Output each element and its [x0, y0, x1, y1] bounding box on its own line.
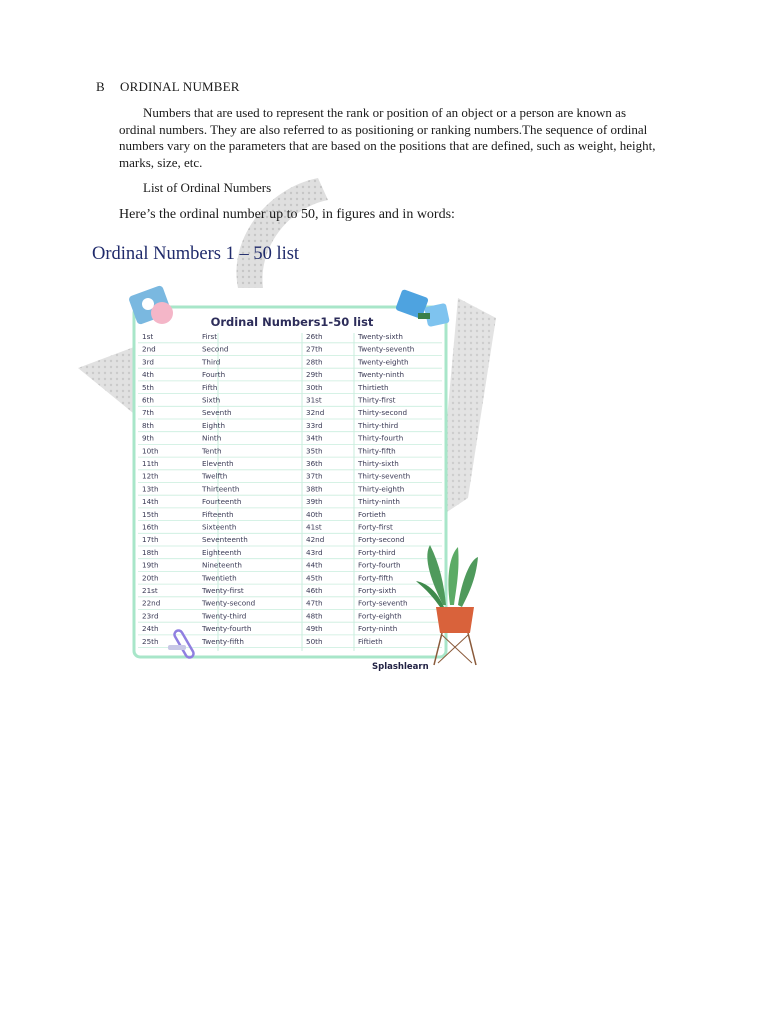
table-cell-word: First — [202, 332, 218, 341]
table-cell-figure: 25th — [142, 636, 159, 646]
table-cell-figure: 41st — [306, 522, 322, 532]
table-cell-figure: 23rd — [142, 611, 159, 621]
table-cell-word: Fifth — [202, 382, 218, 392]
table-cell-word: Twenty-second — [202, 598, 256, 608]
section-title: ORDINAL NUMBER — [120, 79, 240, 94]
table-cell-figure: 46th — [306, 586, 323, 595]
table-cell-word: Twelfth — [202, 471, 228, 481]
brand-logo: Splashlearn — [372, 662, 429, 672]
table-cell-word: Forty-fifth — [358, 573, 394, 583]
table-cell-word: Twenty-eighth — [358, 357, 409, 367]
table-title: Ordinal Numbers1-50 list — [210, 315, 374, 329]
table-cell-word: Forty-eighth — [358, 611, 402, 621]
table-cell-figure: 39th — [306, 497, 323, 507]
table-cell-figure: 12th — [142, 471, 159, 481]
table-cell-figure: 48th — [306, 611, 323, 621]
table-cell-word: Thirty-fifth — [358, 446, 396, 456]
list-heading: List of Ordinal Numbers — [143, 180, 272, 195]
section-heading — [96, 79, 240, 95]
table-cell-figure: 32nd — [306, 408, 325, 418]
chart-title: Ordinal Numbers 1 – 50 list — [92, 244, 300, 264]
table-cell-figure: 47th — [306, 598, 323, 608]
table-cell-word: Forty-third — [358, 547, 396, 557]
table-cell-figure: 14th — [142, 497, 159, 507]
table-cell-word: Thirty-eighth — [358, 484, 405, 494]
table-cell-figure: 9th — [142, 433, 154, 443]
table-cell-word: Fourth — [202, 370, 226, 380]
table-cell-word: Thirty-fourth — [358, 433, 404, 443]
table-cell-word: Forty-first — [358, 522, 393, 532]
table-cell-figure: 27th — [306, 344, 323, 354]
table-cell-figure: 10th — [142, 446, 159, 456]
table-cell-figure: 8th — [142, 420, 154, 430]
table-cell-figure: 49th — [306, 624, 323, 634]
table-cell-figure: 16th — [142, 522, 159, 532]
table-cell-word: Eighteenth — [202, 547, 242, 557]
table-cell-figure: 1st — [142, 332, 154, 341]
table-cell-figure: 34th — [306, 433, 323, 443]
table-cell-figure: 44th — [306, 560, 323, 570]
table-cell-figure: 50th — [306, 636, 323, 646]
table-cell-word: Forty-ninth — [358, 624, 398, 634]
table-cell-figure: 6th — [142, 395, 154, 405]
table-cell-figure: 28th — [306, 357, 323, 367]
table-cell-word: Thirteenth — [202, 484, 240, 494]
table-cell-word: Second — [202, 344, 229, 354]
table-cell-figure: 35th — [306, 446, 323, 456]
table-cell-figure: 33rd — [306, 420, 323, 430]
table-cell-word: Twenty-third — [202, 611, 247, 621]
table-cell-figure: 43rd — [306, 547, 323, 557]
table-cell-figure: 29th — [306, 370, 323, 380]
table-cell-word: Thirty-ninth — [358, 497, 400, 507]
table-cell-figure: 20th — [142, 573, 159, 583]
table-cell-word: Twenty-seventh — [358, 344, 415, 354]
table-cell-word: Thirtieth — [358, 382, 389, 392]
table-cell-figure: 11th — [142, 459, 159, 468]
table-cell-word: Fourteenth — [202, 497, 242, 507]
table-cell-figure: 24th — [142, 624, 159, 634]
intro-line: Here’s the ordinal number up to 50, in figures and in words: — [119, 207, 455, 222]
table-cell-figure: 38th — [306, 484, 323, 494]
table-cell-word: Seventeenth — [202, 535, 248, 545]
table-cell-word: Forty-seventh — [358, 598, 408, 608]
table-cell-figure: 37th — [306, 471, 323, 481]
table-cell-word: Twenty-fourth — [202, 624, 252, 634]
table-cell-figure: 7th — [142, 408, 154, 418]
table-cell-word: Thirty-second — [358, 408, 408, 418]
section-letter: B — [96, 79, 105, 94]
table-cell-figure: 31st — [306, 395, 322, 405]
intro-paragraph: Numbers that are used to represent the rank or position of an object or a person are known as ordinal numbers. They are also referred to as positioning or ranking numbers.The sequence of ordinal numbers vary on the parameters that are based on the positions that are defined, such as weight, height, marks, size, etc. — [119, 105, 656, 170]
ordinal-table-image — [128, 285, 480, 677]
table-cell-figure: 17th — [142, 535, 159, 545]
table-cell-figure: 2nd — [142, 344, 156, 354]
table-cell-word: Twenty-fifth — [202, 636, 244, 646]
table-cell-figure: 26th — [306, 332, 323, 341]
table-cell-word: Thirty-sixth — [358, 459, 399, 468]
table-cell-word: Forty-sixth — [358, 586, 397, 595]
table-cell-word: Sixteenth — [202, 522, 237, 532]
table-cell-figure: 40th — [306, 509, 323, 519]
ordinal-table-svg — [128, 285, 480, 677]
table-cell-word: Eleventh — [202, 459, 234, 468]
table-cell-word: Twentieth — [202, 573, 237, 583]
table-cell-word: Forty-second — [358, 535, 405, 545]
table-cell-figure: 19th — [142, 560, 159, 570]
table-cell-word: Eighth — [202, 420, 226, 430]
table-cell-figure: 36th — [306, 459, 323, 468]
table-cell-word: Twenty-ninth — [358, 370, 405, 380]
table-cell-word: Forty-fourth — [358, 560, 401, 570]
table-cell-word: Third — [202, 357, 221, 367]
table-cell-figure: 4th — [142, 370, 154, 380]
table-cell-word: Thirty-third — [358, 420, 399, 430]
table-cell-figure: 13th — [142, 484, 159, 494]
table-cell-word: Tenth — [202, 446, 222, 456]
table-cell-figure: 3rd — [142, 357, 154, 367]
table-cell-word: Thirty-first — [358, 395, 396, 405]
table-cell-figure: 22nd — [142, 598, 161, 608]
table-cell-figure: 30th — [306, 382, 323, 392]
table-cell-figure: 18th — [142, 547, 159, 557]
table-cell-word: Twenty-first — [202, 586, 244, 595]
table-cell-figure: 15th — [142, 509, 159, 519]
table-cell-figure: 45th — [306, 573, 323, 583]
table-cell-word: Sixth — [202, 395, 221, 405]
table-cell-word: Twenty-sixth — [358, 332, 403, 341]
table-cell-word: Fifteenth — [202, 509, 234, 519]
table-cell-word: Ninth — [202, 433, 222, 443]
table-cell-word: Nineteenth — [202, 560, 242, 570]
table-cell-figure: 5th — [142, 382, 154, 392]
table-cell-word: Fiftieth — [358, 636, 383, 646]
table-cell-figure: 42nd — [306, 535, 325, 545]
table-cell-figure: 21st — [142, 586, 158, 595]
table-cell-word: Seventh — [202, 408, 232, 418]
table-cell-word: Thirty-seventh — [358, 471, 411, 481]
table-cell-word: Fortieth — [358, 509, 386, 519]
